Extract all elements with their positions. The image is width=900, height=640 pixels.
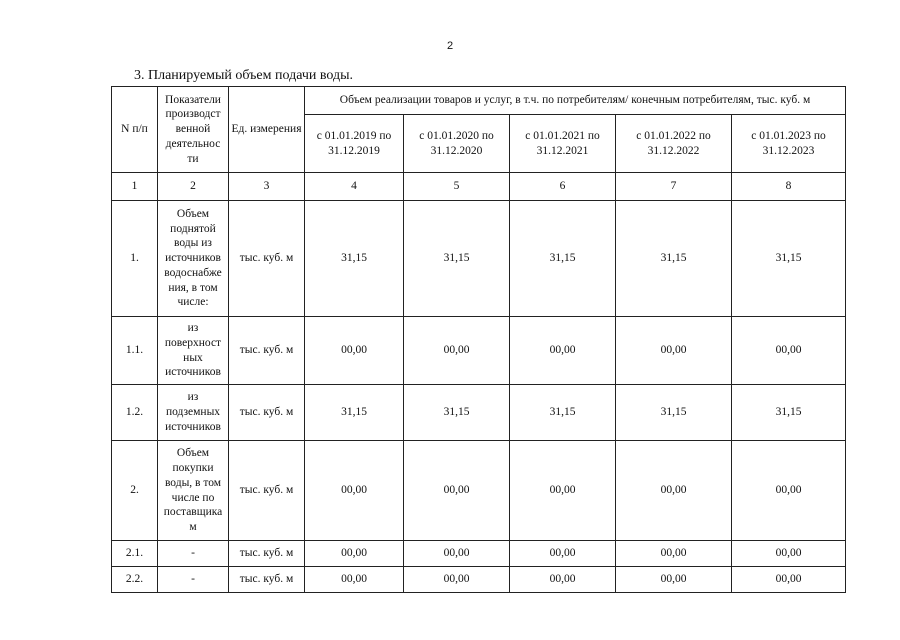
- column-number: 7: [616, 173, 732, 201]
- row-indicator: Объем покупки воды, в том числе по поставщика м: [158, 441, 229, 541]
- row-value: 00,00: [510, 317, 616, 385]
- row-unit: тыс. куб. м: [229, 441, 305, 541]
- row-number: 1.2.: [112, 385, 158, 441]
- row-value: 00,00: [404, 441, 510, 541]
- row-value: 00,00: [305, 441, 404, 541]
- table-row: [112, 567, 846, 593]
- column-number: 6: [510, 173, 616, 201]
- table-row: [112, 441, 846, 541]
- row-value: 00,00: [732, 541, 846, 567]
- row-number: 2.2.: [112, 567, 158, 593]
- row-value: 00,00: [404, 541, 510, 567]
- row-value: 00,00: [732, 317, 846, 385]
- row-value: 31,15: [404, 201, 510, 317]
- header-period: с 01.01.2021 по 31.12.2021: [510, 115, 616, 173]
- row-value: 00,00: [510, 567, 616, 593]
- row-indicator: Объем поднятой воды из источников водоснабже ния, в том числе:: [158, 201, 229, 317]
- header-period: с 01.01.2022 по 31.12.2022: [616, 115, 732, 173]
- row-value: 00,00: [732, 441, 846, 541]
- header-period: с 01.01.2020 по 31.12.2020: [404, 115, 510, 173]
- row-indicator: -: [158, 567, 229, 593]
- row-number: 2.: [112, 441, 158, 541]
- row-number: 2.1.: [112, 541, 158, 567]
- row-value: 00,00: [732, 567, 846, 593]
- row-value: 00,00: [616, 441, 732, 541]
- column-number: 5: [404, 173, 510, 201]
- row-value: 31,15: [616, 201, 732, 317]
- row-value: 00,00: [404, 317, 510, 385]
- row-unit: тыс. куб. м: [229, 317, 305, 385]
- row-value: 31,15: [510, 385, 616, 441]
- row-number: 1.1.: [112, 317, 158, 385]
- column-number: 3: [229, 173, 305, 201]
- row-indicator: -: [158, 541, 229, 567]
- table-row: [112, 201, 846, 317]
- row-unit: тыс. куб. м: [229, 385, 305, 441]
- column-number: 2: [158, 173, 229, 201]
- header-period: с 01.01.2023 по 31.12.2023: [732, 115, 846, 173]
- table-row: [112, 317, 846, 385]
- row-value: 31,15: [510, 201, 616, 317]
- row-indicator: из поверхност ных источников: [158, 317, 229, 385]
- row-value: 31,15: [616, 385, 732, 441]
- header-period: с 01.01.2019 по 31.12.2019: [305, 115, 404, 173]
- row-value: 00,00: [510, 441, 616, 541]
- row-value: 00,00: [404, 567, 510, 593]
- column-number: 4: [305, 173, 404, 201]
- section-title: 3. Планируемый объем подачи воды.: [134, 68, 354, 83]
- row-value: 00,00: [305, 541, 404, 567]
- water-supply-table: [111, 86, 846, 593]
- row-value: 00,00: [616, 541, 732, 567]
- row-unit: тыс. куб. м: [229, 567, 305, 593]
- row-indicator: из подземных источников: [158, 385, 229, 441]
- header-row-1: [112, 87, 846, 115]
- header-group: Объем реализации товаров и услуг, в т.ч. по потребителям/ конечным потребителям, тыс. куб. м: [305, 87, 846, 115]
- row-value: 00,00: [305, 567, 404, 593]
- row-value: 00,00: [616, 567, 732, 593]
- row-value: 00,00: [510, 541, 616, 567]
- row-unit: тыс. куб. м: [229, 201, 305, 317]
- row-value: 00,00: [616, 317, 732, 385]
- row-value: 31,15: [305, 385, 404, 441]
- row-value: 31,15: [732, 201, 846, 317]
- row-value: 00,00: [305, 317, 404, 385]
- header-unit: Ед. измерения: [229, 87, 305, 173]
- column-number: 8: [732, 173, 846, 201]
- row-number: 1.: [112, 201, 158, 317]
- column-number: 1: [112, 173, 158, 201]
- header-num: N п/п: [112, 87, 158, 173]
- table-row: [112, 541, 846, 567]
- row-unit: тыс. куб. м: [229, 541, 305, 567]
- page-number: 2: [446, 40, 454, 52]
- row-value: 31,15: [404, 385, 510, 441]
- header-indicator: Показатели производст венной деятельнос ти: [158, 87, 229, 173]
- table-row: [112, 385, 846, 441]
- column-number-row: [112, 173, 846, 201]
- row-value: 31,15: [732, 385, 846, 441]
- row-value: 31,15: [305, 201, 404, 317]
